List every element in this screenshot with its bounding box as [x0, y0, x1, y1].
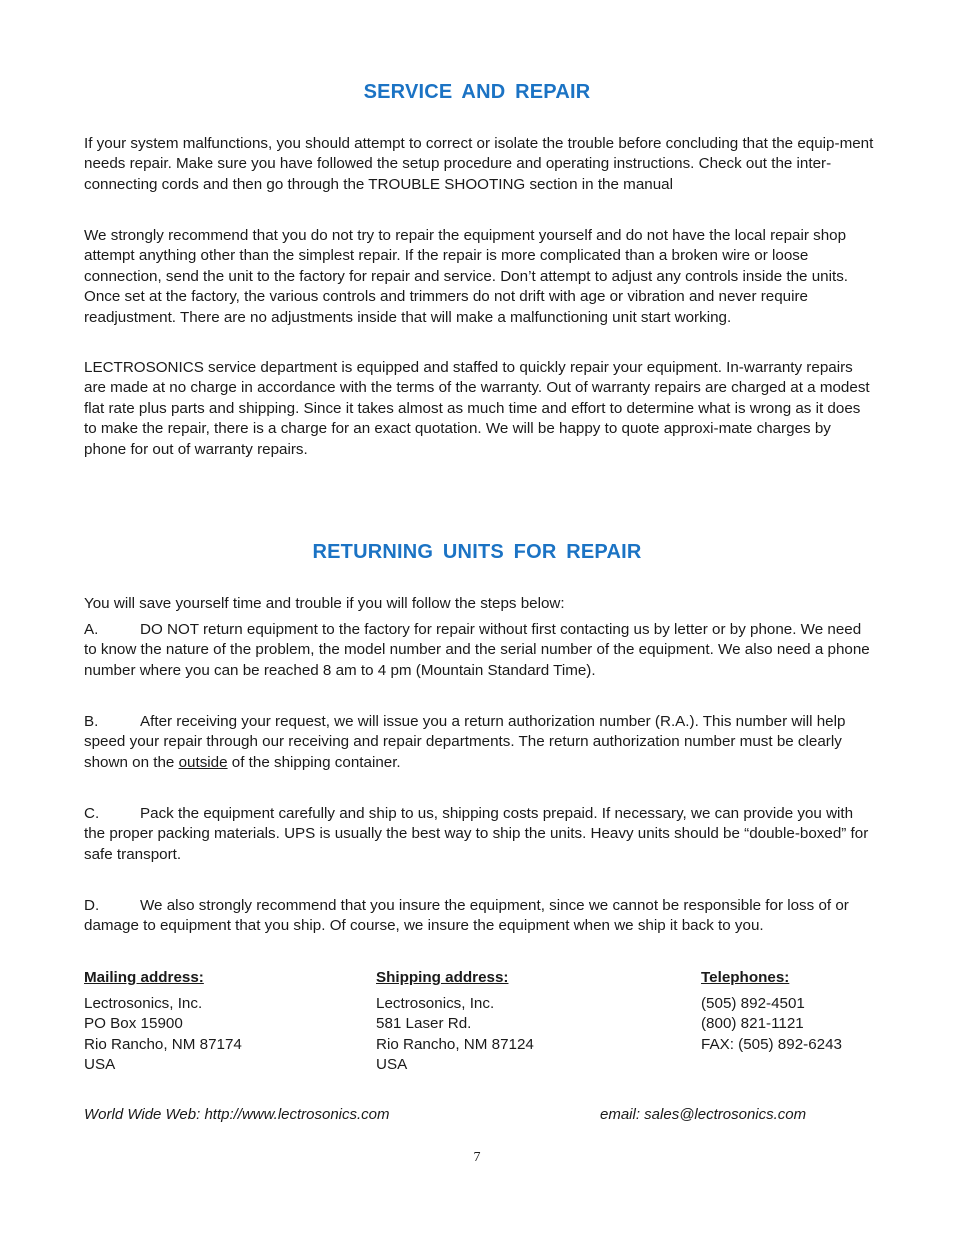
step-b-text-after: of the shipping container.: [227, 753, 401, 771]
page-number: 7: [473, 1150, 481, 1165]
step-d-letter: D.: [84, 897, 100, 914]
shipping-address-title: Shipping address:: [376, 969, 509, 986]
step-d: [84, 896, 876, 937]
telephones-block: [701, 968, 842, 1055]
service-paragraph-2: We strongly recommend that you do not try to repair the equipment yourself and do not have the local repair shop attempt anything other than the simplest repair. If the repair is more complicated than a broken wire or loose connection, send the unit to the factory for repair and service. Don’t attempt to adjust any controls inside the units. Once set at the factory, the various controls and trimmers do not drift with age or vibration and never require readjustment. There are no adjustments inside that will make a malfunctioning unit start working.: [84, 227, 849, 326]
service-heading: SERVICE AND REPAIR: [363, 81, 591, 103]
returning-heading: RETURNING UNITS FOR REPAIR: [312, 541, 642, 563]
shipping-address-line: USA: [376, 1056, 408, 1074]
step-a-letter: A.: [84, 621, 99, 638]
step-a-text: DO NOT return equipment to the factory for repair without first contacting us by letter or by phone. We need to know the nature of the problem, the model number and the serial number of the equipment. We also need a phone number where you can be reached 8 am to 4 pm (Mountain Standard Time).: [84, 621, 870, 679]
shipping-address-block: [376, 968, 534, 1076]
telephone-line: (505) 892-4501: [701, 995, 805, 1012]
step-c-text: Pack the equipment carefully and ship to us, shipping costs prepaid. If necessary, we can provide you with the proper packing materials. UPS is usually the best way to ship the units. Heavy units should be “double-boxed” for safe transport.: [84, 805, 869, 863]
mailing-address-line: Rio Rancho, NM 87174: [84, 1035, 242, 1053]
returning-intro: You will save yourself time and trouble if you will follow the steps below:: [84, 595, 565, 612]
website-url: World Wide Web: http://www.lectrosonics.com: [84, 1106, 390, 1123]
step-b: [84, 712, 876, 773]
step-c: [84, 804, 876, 865]
shipping-address-line: Lectrosonics, Inc.: [376, 995, 495, 1012]
shipping-address-line: 581 Laser Rd.: [376, 1015, 472, 1033]
service-paragraph-3: LECTROSONICS service department is equipped and staffed to quickly repair your equipment. In-warranty repairs are made at no charge in accordance with the terms of the warranty. Out of warranty repairs are charged at a modest flat rate plus parts and shipping. Since it takes almost as much time and effort to determine what is wrong as it does to make the repair, there is a charge for an exact quotation. We will be happy to quote approxi-mate charges by phone for out of warranty repairs.: [84, 359, 870, 458]
mailing-address-line: USA: [84, 1056, 116, 1074]
email-address: email: sales@lectrosonics.com: [600, 1106, 807, 1123]
mailing-address-title: Mailing address:: [84, 969, 204, 986]
step-d-text: We also strongly recommend that you insure the equipment, since we cannot be responsible for loss of or damage to equipment that you ship. Of course, we insure the equipment when we ship it back to you.: [84, 897, 849, 935]
step-b-underlined-word: outside: [178, 753, 228, 771]
telephone-line: (800) 821-1121: [701, 1015, 804, 1033]
telephones-title: Telephones:: [701, 969, 790, 986]
mailing-address-line: PO Box 15900: [84, 1015, 183, 1033]
step-b-letter: B.: [84, 713, 99, 730]
mailing-address-block: [84, 968, 242, 1076]
mailing-address-line: Lectrosonics, Inc.: [84, 995, 203, 1012]
fax-line: FAX: (505) 892-6243: [701, 1035, 842, 1053]
step-c-letter: C.: [84, 805, 100, 822]
step-b-text-before: After receiving your request, we will issue you a return authorization number (R.A.). This number will help speed your repair through our receiving and repair departments. The return authorization number must be clearly shown on the: [84, 713, 846, 771]
service-paragraph-1: If your system malfunctions, you should attempt to correct or isolate the trouble before concluding that the equip-ment needs repair. Make sure you have followed the setup procedure and operating instructions. Check out the inter-connecting cords and then go through the TROUBLE SHOOTING section in the manual: [84, 135, 874, 193]
step-a: [84, 620, 876, 681]
shipping-address-line: Rio Rancho, NM 87124: [376, 1035, 534, 1053]
